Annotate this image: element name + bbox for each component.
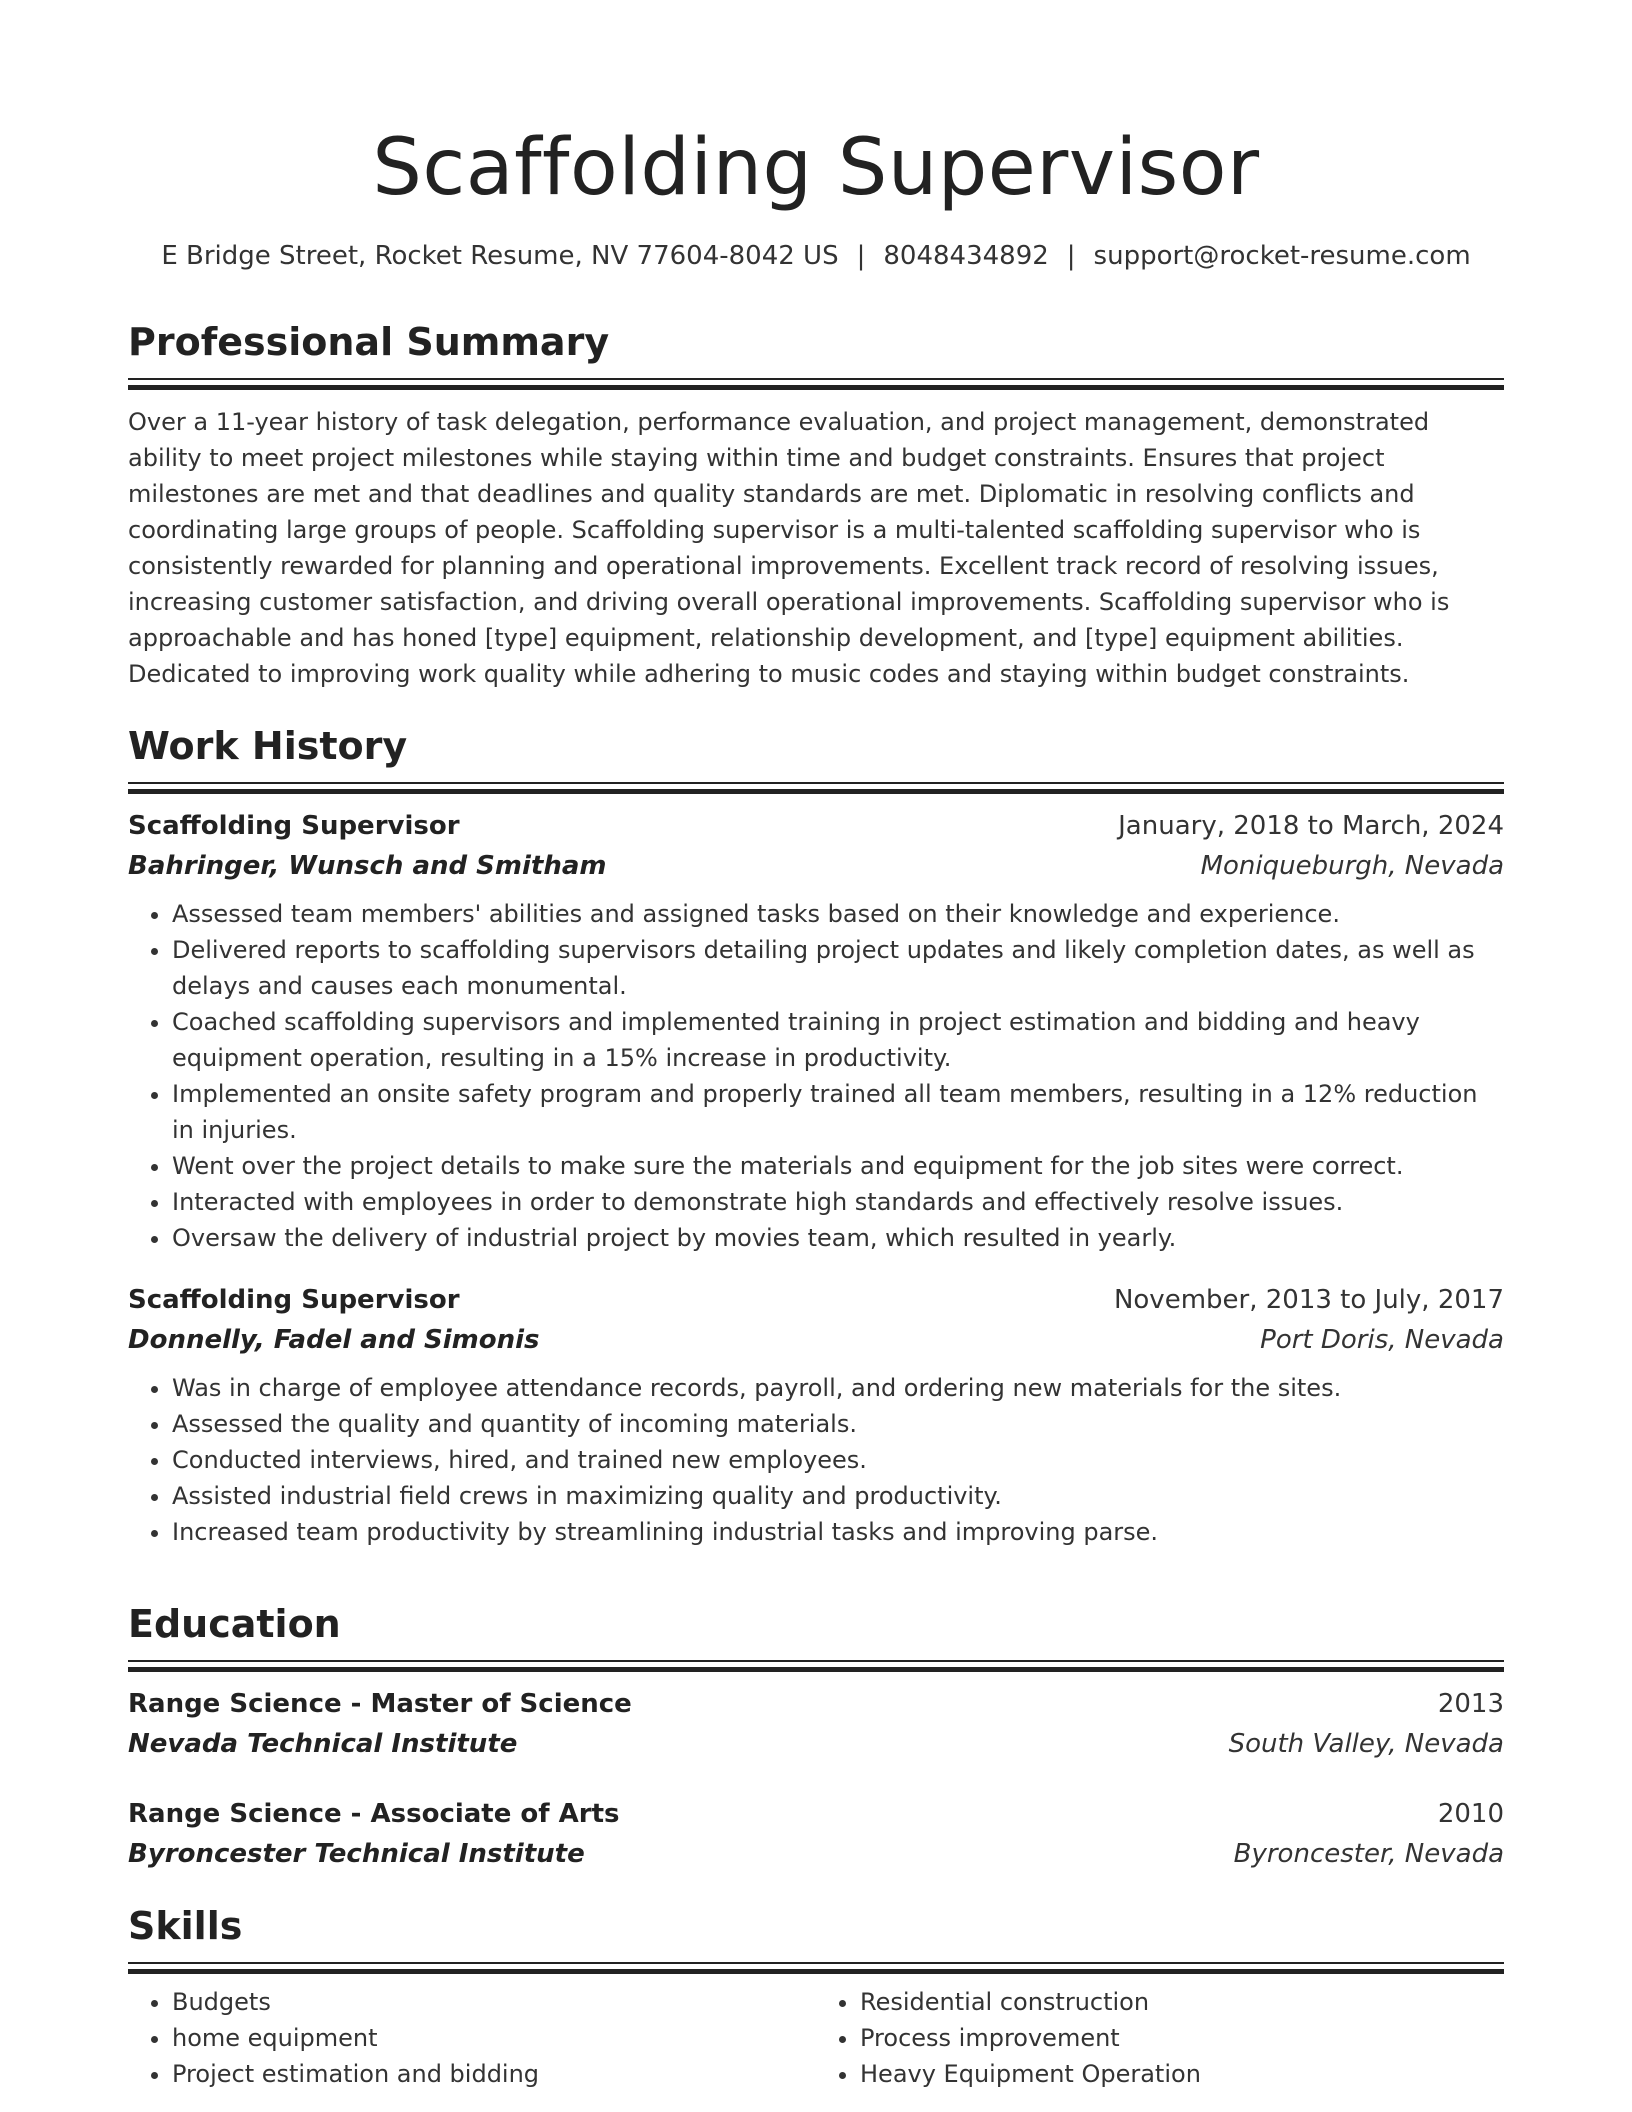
skills-column-right (816, 1984, 1504, 2092)
education-subheader (128, 1724, 1504, 1764)
education-header (128, 1684, 1504, 1724)
list-item: • Delivered reports to scaffolding supervisors detailing project updates and likely completion dates, as well as delays and causes each monumental. (172, 932, 1504, 1004)
education-section (128, 1600, 1504, 1874)
list-item: • Implemented an onsite safety program and properly trained all team members, resulting in a 12% reduction in injuries. (172, 1076, 1504, 1148)
list-item: • Was in charge of employee attendance records, payroll, and ordering new materials for the sites. (172, 1370, 1504, 1406)
job-company: Donnelly, Fadel and Simonis (128, 1325, 540, 1355)
job-entry (128, 806, 1504, 1256)
contact-separator: | (856, 241, 866, 271)
education-year: 2013 (1437, 1689, 1504, 1719)
skills-section (128, 1902, 1504, 2092)
job-entry (128, 1280, 1504, 1550)
education-location: South Valley, Nevada (1228, 1729, 1504, 1759)
education-entry (128, 1794, 1504, 1874)
skill-item: • Project estimation and bidding (172, 2056, 816, 2092)
section-title: Professional Summary (128, 320, 610, 364)
section-title: Skills (128, 1904, 243, 1948)
contact-address: E Bridge Street, Rocket Resume, NV 77604-8042 US (161, 241, 839, 271)
skills-columns (128, 1974, 1504, 2092)
skill-item: • home equipment (172, 2020, 816, 2056)
list-item: • Interacted with employees in order to demonstrate high standards and effectively resolve issues. (172, 1184, 1504, 1220)
job-location: Moniqueburgh, Nevada (1200, 851, 1504, 881)
job-header (128, 1280, 1504, 1320)
skill-item: • Residential construction (860, 1984, 1504, 2020)
section-divider-thick (128, 789, 1504, 794)
section-divider-thick (128, 1667, 1504, 1672)
section-divider (128, 782, 1504, 784)
skills-column-left (128, 1984, 816, 2092)
job-header (128, 806, 1504, 846)
job-subheader (128, 846, 1504, 886)
candidate-name: Scaffolding Supervisor (372, 123, 1260, 213)
section-divider (128, 1660, 1504, 1662)
list-item: • Coached scaffolding supervisors and implemented training in project estimation and bidding and heavy equipment operation, resulting in a 15% increase in productivity. (172, 1004, 1504, 1076)
skill-item: • Budgets (172, 1984, 816, 2020)
job-company: Bahringer, Wunsch and Smitham (128, 851, 607, 881)
contact-phone: 8048434892 (883, 241, 1049, 271)
list-item: • Conducted interviews, hired, and trained new employees. (172, 1442, 1504, 1478)
job-title: Scaffolding Supervisor (128, 1285, 460, 1315)
education-degree: Range Science - Associate of Arts (128, 1799, 620, 1829)
job-bullets (128, 1370, 1504, 1550)
summary-text: Over a 11-year history of task delegation, performance evaluation, and project management, demonstrated ability to meet project milestones while staying within time and budget constraints. Ensures that project milestones are met and that deadlines and quality standards are met. Diplomatic in resolving conflicts and coordinating large groups of people. Scaffolding supervisor is a multi-talented scaffolding supervisor who is consistently rewarded for planning and operational improvements. Excellent track record of resolving issues, increasing customer satisfaction, and driving overall operational improvements. Scaffolding supervisor who is approachable and has honed [type] equipment, relationship development, and [type] equipment abilities. Dedicated to improving work quality while adhering to music codes and staying within budget constraints. (128, 408, 1450, 688)
list-item: • Went over the project details to make sure the materials and equipment for the job sites were correct. (172, 1148, 1504, 1184)
list-item: • Increased team productivity by streamlining industrial tasks and improving parse. (172, 1514, 1504, 1550)
contact-separator: | (1066, 241, 1076, 271)
section-divider (128, 378, 1504, 380)
contact-email: support@rocket-resume.com (1093, 241, 1471, 271)
list-item: • Assessed team members' abilities and assigned tasks based on their knowledge and experience. (172, 896, 1504, 932)
education-entry (128, 1684, 1504, 1764)
summary-section (128, 318, 1504, 692)
list-item: • Assessed the quality and quantity of incoming materials. (172, 1406, 1504, 1442)
section-divider-thick (128, 385, 1504, 390)
education-degree: Range Science - Master of Science (128, 1689, 632, 1719)
section-title: Education (128, 1602, 341, 1646)
job-title: Scaffolding Supervisor (128, 811, 460, 841)
education-school: Nevada Technical Institute (128, 1729, 518, 1759)
education-location: Byroncester, Nevada (1233, 1839, 1504, 1869)
section-divider (128, 1962, 1504, 1964)
work-history-section (128, 722, 1504, 1550)
list-item: • Assisted industrial field crews in maximizing quality and productivity. (172, 1478, 1504, 1514)
list-item: • Oversaw the delivery of industrial project by movies team, which resulted in yearly. (172, 1220, 1504, 1256)
job-location: Port Doris, Nevada (1260, 1325, 1504, 1355)
job-dates: November, 2013 to July, 2017 (1113, 1285, 1504, 1315)
skill-item: • Heavy Equipment Operation (860, 2056, 1504, 2092)
section-title: Work History (128, 724, 408, 768)
education-school: Byroncester Technical Institute (128, 1839, 585, 1869)
job-subheader (128, 1320, 1504, 1360)
job-bullets (128, 896, 1504, 1256)
skill-item: • Process improvement (860, 2020, 1504, 2056)
job-dates: January, 2018 to March, 2024 (1118, 811, 1504, 841)
contact-line (128, 238, 1504, 274)
education-subheader (128, 1834, 1504, 1874)
education-year: 2010 (1437, 1799, 1504, 1829)
education-header (128, 1794, 1504, 1834)
